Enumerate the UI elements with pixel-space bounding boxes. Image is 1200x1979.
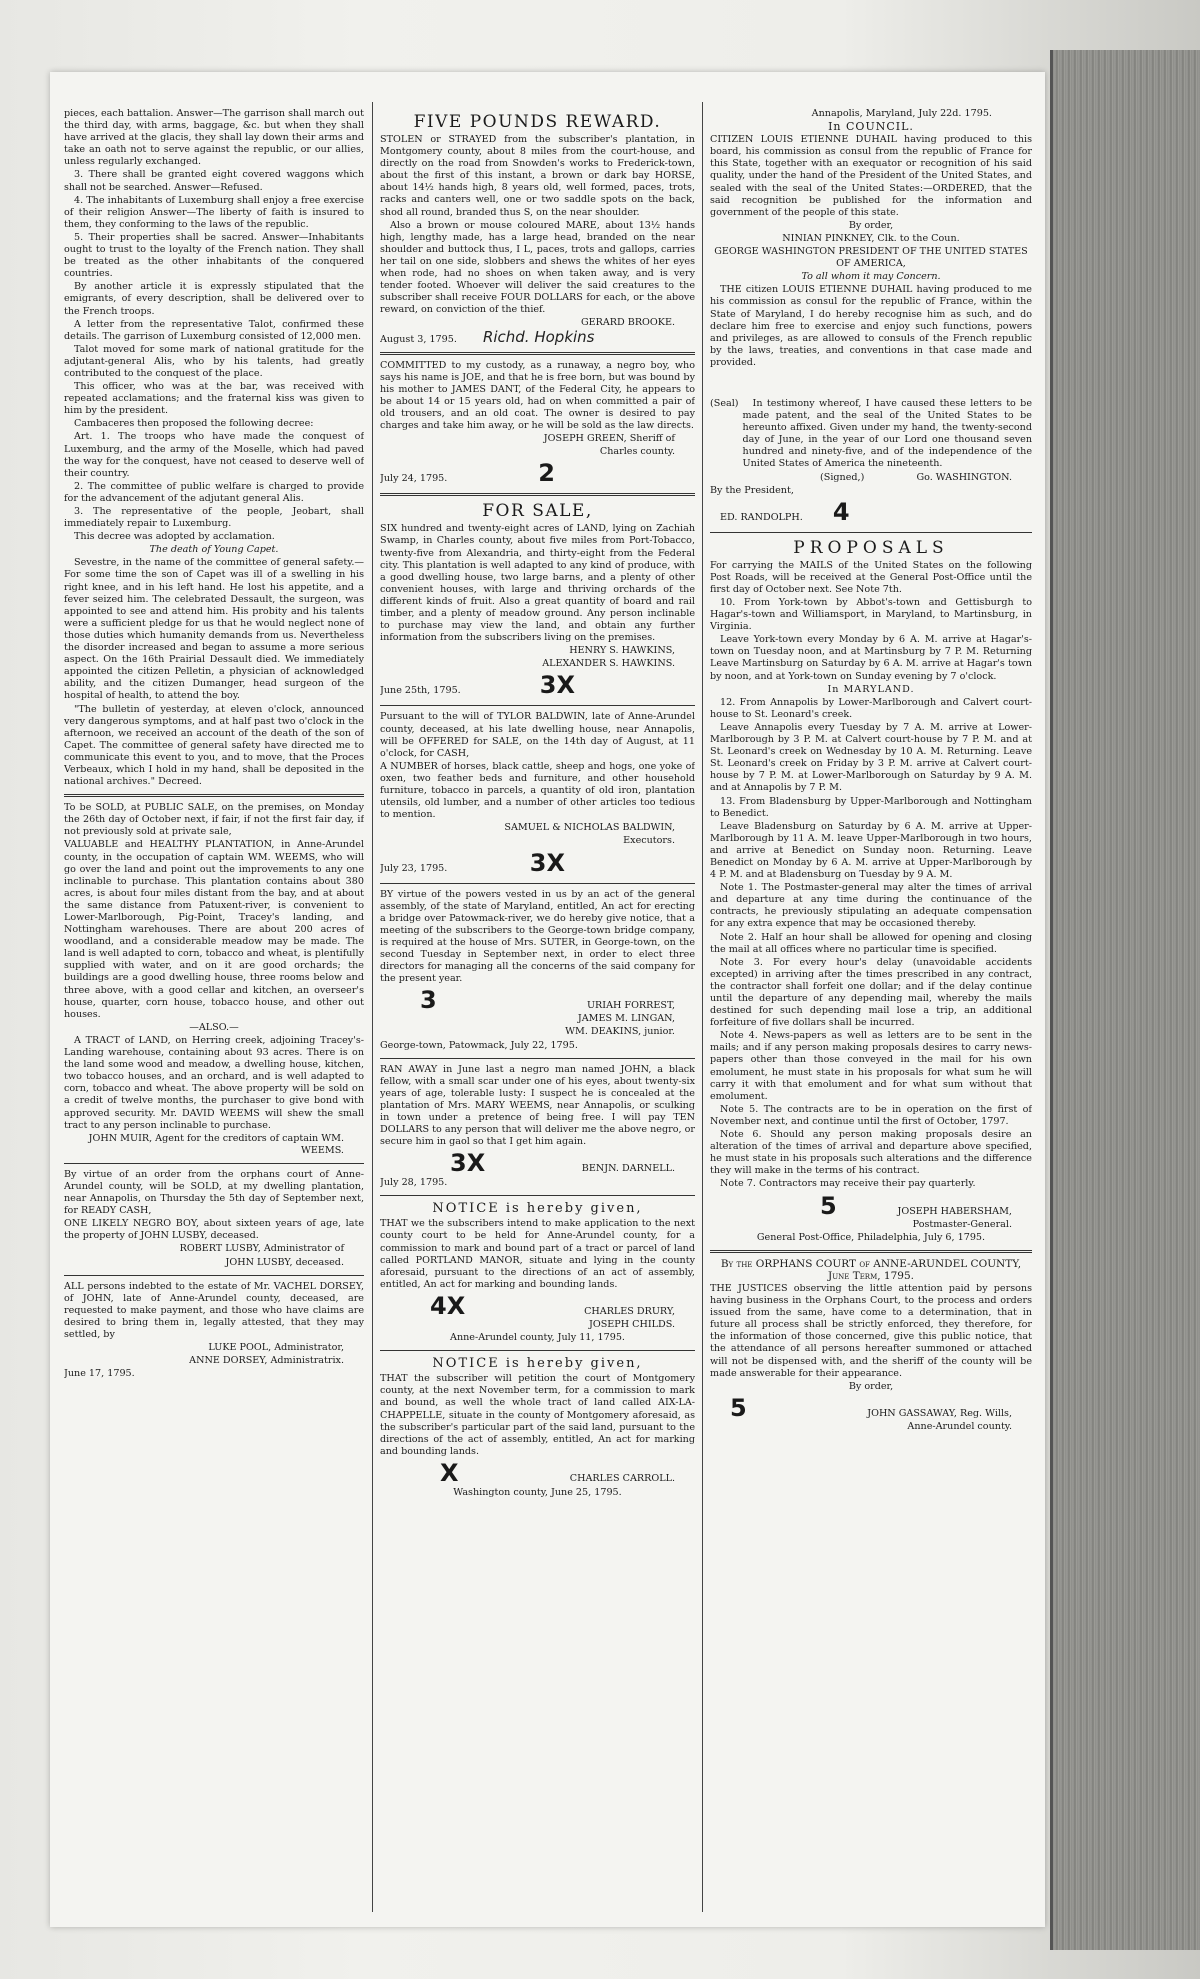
ad-intro: Pursuant to the will of TYLOR BALDWIN, late of Anne-Arundel county, deceased, at his late dwelling house, near Annapolis, will be OFFERED for SALE, on the 14th day of August, at 11 o'clock, for CASH, bbox=[380, 711, 695, 759]
note-item: Note 5. The contracts are to be in operation on the first of November next, and continue until the first of October, 1797. bbox=[710, 1103, 1032, 1127]
note-item: Note 1. The Postmaster-general may alter the times of arrival and departure at any time during the continuance of the contracts, he previously stipulating an adequate compensation for any extra expence that may be occasioned thereby. bbox=[710, 882, 1032, 930]
ad-body: RAN AWAY in June last a negro man named JOHN, a black fellow, with a small scar under one of his eyes, about twenty-six years of age, tolerable lusty: I suspect he is concealed at the plantation of Mrs. MARY WEEMS, near Annapolis, or sculking in town under a pretence of being free. I will pay TEN DOLLARS to any person that will deliver me the above negro, or secure him in gaol so that I get him again. bbox=[380, 1063, 695, 1148]
signature-row bbox=[710, 1192, 1032, 1232]
notice-body: In testimony whereof, I have caused these letters to be made patent, and the seal of the United States to be hereunto affixed. Given under my hand, the twenty-second day of June, in the year of our Lord one thousand seven hundred and ninety-five, and of the independence of the United States of America the nineteenth. bbox=[742, 397, 1032, 470]
handwritten-mark: 3 bbox=[420, 986, 437, 1015]
signature-block bbox=[565, 1000, 695, 1039]
note-item: Note 2. Half an hour shall be allowed for opening and closing the mail at all offices where no particular time is specified. bbox=[710, 931, 1032, 955]
handwritten-mark: 2 bbox=[538, 459, 555, 488]
signature: JOHN GASSAWAY, Reg. Wills, bbox=[867, 1407, 1012, 1419]
article-paragraph: 5. Their properties shall be sacred. Answer—Inhabitants ought to trust to the loyalty of the French nation. They shall be treated as the other inhabitants of the conquered countries. bbox=[64, 231, 364, 280]
handwritten-mark: 4 bbox=[832, 497, 850, 526]
ad-body: Also a brown or mouse coloured MARE, about 13½ hands high, lengthy made, has a large head, branded on the near shoulder and buttock thus, I L, paces, trots and gallops, carries her tail on one side, slobbers and shews the whites of her eyes when rode, had no shoes on when taken away, and is very tender footed. Whoever will deliver the said creatures to the subscriber shall receive FOUR DOLLARS for each, or the above reward, on conviction of the thief. bbox=[380, 219, 695, 316]
signature: BENJN. DARNELL. bbox=[581, 1163, 675, 1175]
signature: NINIAN PINKNEY, Clk. to the Coun. bbox=[782, 232, 960, 244]
ad-date: July 24, 1795. bbox=[380, 473, 448, 485]
notice-body: CITIZEN LOUIS ETIENNE DUHAIL having produced to this board, his commission as consul from the republic of France for this State, together with an exequator or recognition of his said quality, under the hand of the President of the United States, and sealed with the seal of the United States:—ORDERED, that the said recognition be published for the information and government of the people of this state. bbox=[710, 134, 1032, 218]
signature: Charles county. bbox=[599, 446, 675, 458]
signed-label: (Signed,) bbox=[820, 471, 865, 483]
ad-date: July 23, 1795. bbox=[380, 862, 448, 874]
notice-body: THE citizen LOUIS ETIENNE DUHAIL having produced to me his commission as consul for the republic of France, within the State of Maryland, I do hereby recognise him as such, and do declare him free to exercise and enjoy such functions, powers and privileges, as are allowed to consuls of the French republic by the laws, treaties, and conventions in that case made and provided. bbox=[710, 284, 1032, 368]
article-paragraph: This officer, who was at the bar, was received with repeated acclamations; and the fraternal kiss was given to him by the president. bbox=[64, 381, 364, 417]
column-left bbox=[64, 108, 364, 1381]
note-item: Note 6. Should any person making proposals desire an alteration of the times of arrival and departure above specified, he must state in his proposals such alterations and the difference they will make in the terms of his contract. bbox=[710, 1129, 1032, 1177]
by-order: By order, bbox=[848, 1380, 894, 1392]
ad-body: ONE LIKELY NEGRO BOY, about sixteen years of age, late the property of JOHN LUSBY, deceased. bbox=[64, 1218, 364, 1242]
section-heading: GEORGE WASHINGTON PRESIDENT OF THE UNITED STATES OF AMERICA, bbox=[714, 246, 1028, 270]
column-rule bbox=[372, 102, 373, 1912]
route-item: Leave York-town every Monday by 6 A. M. arrive at Hagar's-town on Tuesday noon, and at Martinsburg by 7 P. M. Returning Leave Martinsburg on Saturday by 6 A. M. arrive at Hagar's town by noon, and at York-town on Sunday evening by 7 o'clock. bbox=[710, 634, 1032, 682]
ad-heading: FOR SALE, bbox=[482, 501, 593, 522]
signature: CHARLES CARROLL. bbox=[569, 1472, 675, 1484]
ad-body: STOLEN or STRAYED from the subscriber's plantation, in Montgomery county, about 8 miles from the court-house, and directly on the road from Snowden's works to Frederick-town, about the first of this instant, a brown or dark bay HORSE, about 14½ hands high, 8 years old, well formed, paces, trots, racks and canters well, one or two saddle spots on the back, shod all round, branded thus S, on the near shoulder. bbox=[380, 134, 695, 218]
section-heading: —ALSO.— bbox=[189, 1021, 239, 1033]
signature-row bbox=[710, 472, 1032, 485]
date-row bbox=[380, 671, 695, 699]
ad-intro: By virtue of an order from the orphans court of Anne-Arundel county, will be SOLD, at my dwelling plantation, near Annapolis, on Thursday the 5th day of September next, for READY CASH, bbox=[64, 1168, 364, 1217]
signature: Go. WASHINGTON. bbox=[916, 471, 1012, 483]
article-paragraph: By another article it is expressly stipulated that the emigrants, of every description, shall be delivered over to the French troops. bbox=[64, 281, 364, 317]
signature: GERARD BROOKE. bbox=[580, 317, 675, 329]
route-item: Leave Bladensburg on Saturday by 6 A. M. arrive at Upper-Marlborough by 11 A. M. leave Upper-Marlborough in two hours, and arrive at Benedict on Sunday noon. Returning. Leave Benedict on Monday by 6 A. M. arrive at Upper-Marlborough by 4 P. M. and at Bladensburg on Tuesday by 9 A. M. bbox=[710, 820, 1032, 881]
signature: URIAH FORREST, bbox=[586, 1000, 675, 1012]
ad-body: A TRACT of LAND, on Herring creek, adjoining Tracey's-Landing warehouse, containing about 93 acres. There is on the land some wood and meadow, a dwelling house, kitchen, two tobacco houses, and an orchard, and is well adapted to corn, tobacco and wheat. The above property will be sold on a credit of twelve months, the purchaser to give bond with approved security. Mr. DAVID WEEMS will shew the small tract to any person inclinable to purchase. bbox=[64, 1034, 364, 1131]
notice-body: THE JUSTICES observing the little attention paid by persons having business in the Orphans Court, to the process and orders issued from the same, have come to a determination, that in future all process shall be strictly enforced, they therefore, for the information of those concerned, give this public notice, that the attendance of all persons hereafter summoned or attached will not be dispensed with, and the sheriff of the county will be made answerable for their appearance. bbox=[710, 1282, 1032, 1379]
signature: SAMUEL & NICHOLAS BALDWIN, bbox=[504, 822, 675, 834]
ad-body: VALUABLE and HEALTHY PLANTATION, in Anne-Arundel county, in the occupation of captain WM. WEEMS, who will go over the land and point out the improvements to any one inclinable to purchase. This plantation contains about 380 acres, is about four miles distant from the bay, and at about the same distance from Patuxent-river, is convenient to Lower-Marlborough, Pig-Point, Tracey's landing, and Nottingham warehouses. There are about 200 acres of woodland, and a considerable meadow may be made. The land is well adapted to corn, tobacco and wheat, is plentifully supplied with water, and on it are good orchards; the buildings are a good dwelling house, three rooms below and three above, with a good cellar and kitchen, an overseer's house, quarter, corn house, tobacco house, and other out houses. bbox=[64, 839, 364, 1020]
section-heading: In COUNCIL. bbox=[828, 120, 914, 134]
date-row bbox=[380, 849, 695, 877]
signature-row bbox=[380, 1292, 695, 1332]
notice-body: For carrying the MAILS of the United States on the following Post Roads, will be received at the General Post-Office until the first day of October next. See Note 7th. bbox=[710, 559, 1032, 595]
signature: Postmaster-General. bbox=[912, 1218, 1012, 1230]
divider bbox=[64, 794, 364, 797]
column-middle bbox=[380, 108, 695, 1500]
note-item: Note 7. Contractors may receive their pay quarterly. bbox=[720, 1178, 976, 1190]
divider bbox=[710, 532, 1032, 533]
ad-date: General Post-Office, Philadelphia, July 6, 1795. bbox=[756, 1231, 986, 1243]
handwritten-annotation: Richd. Hopkins bbox=[482, 327, 595, 346]
article-paragraph: Sevestre, in the name of the committee of general safety.—For some time the son of Capet was ill of a swelling in his right knee, and in his left hand. He lost his appetite, and a fever seized him. The celebrated Dessault, the surgeon, was appointed to see and attend him. His probity and his talents were a sufficient pledge for us that he would neglect none of those duties which humanity demands from us. Nevertheless the disorder increased and began to assume a more serious aspect. On the 16th Prairial Dessault died. We immediately appointed the citizen Pelletin, a physician of acknowledged ability, and the citizen Dumanger, head surgeon of the hospital of health, to attend the boy. bbox=[64, 557, 364, 702]
signature: JOHN MUIR, Agent for the creditors of captain WM. WEEMS. bbox=[88, 1132, 344, 1156]
ad-body: SIX hundred and twenty-eight acres of LAND, lying on Zachiah Swamp, in Charles county, about five miles from Port-Tobacco, twenty-five from Alexandria, and thirty-eight from the Federal city. This plantation is well adapted to any kind of produce, with a good dwelling house, two large barns, and a plenty of other convenient houses, with large and thriving orchards of the different kinds of fruit. Also a great quantity of board and rail timber, and a plenty of meadow ground. Any person inclinable to purchase may view the land, and obtain any further information from the subscribers living on the premises. bbox=[380, 523, 695, 644]
article-paragraph: 4. The inhabitants of Luxemburg shall enjoy a free exercise of their religion Answer—The liberty of faith is insured to them, they conforming to the laws of the republic. bbox=[64, 194, 364, 230]
article-paragraph: This decree was adopted by acclamation. bbox=[74, 531, 275, 543]
handwritten-mark: 3X bbox=[450, 1149, 486, 1178]
ad-body: THAT we the subscribers intend to make application to the next county court to be held for Anne-Arundel county, for a commission to mark and bound part of a tract or parcel of land called PORTLAND MANOR, situate and lying in the county aforesaid, pursuant to the directions of an act of assembly, entitled, An act for marking and bounding lands. bbox=[380, 1218, 695, 1290]
column-right bbox=[710, 108, 1032, 1434]
article-paragraph: A letter from the representative Talot, confirmed these details. The garrison of Luxemburg consisted of 12,000 men. bbox=[64, 318, 364, 342]
divider bbox=[380, 883, 695, 884]
signature-block bbox=[867, 1408, 1032, 1434]
signature-row bbox=[710, 1394, 1032, 1434]
ad-body: COMMITTED to my custody, as a runaway, a negro boy, who says his name is JOE, and that he is free born, but was bound by his mother to JAMES DANT, of the Federal City, he appears to be about 14 or 15 years old, had on when committed a pair of old trousers, and an old coat. The owner is desired to pay charges and take him away, or he will be sold as the law directs. bbox=[380, 359, 695, 432]
article-paragraph: 3. The representative of the people, Jeobart, shall immediately repair to Luxemburg. bbox=[64, 506, 364, 530]
signature-row bbox=[380, 986, 695, 1039]
article-paragraph: 2. The committee of public welfare is charged to provide for the advancement of the adjutant general Alis. bbox=[64, 480, 364, 504]
signature-row bbox=[380, 1459, 695, 1487]
salutation: To all whom it may Concern. bbox=[801, 271, 941, 283]
route-item: Leave Annapolis every Tuesday by 7 A. M. arrive at Lower-Marlborough by 3 P. M. at Calvert court-house by 7 P. M. and at St. Leonard's creek on Wednesday by 10 A. M. Returning. Leave St. Leonard's creek on Friday by 3 P. M. arrive at Calvert court-house by 7 P. M. at Lower-Marlborough on Saturday by 9 A. M. and at Annapolis by 7 P. M. bbox=[710, 721, 1032, 794]
signature: ED. RANDOLPH. bbox=[720, 511, 803, 523]
signature: JAMES M. LINGAN, bbox=[577, 1013, 675, 1025]
dateline: Annapolis, Maryland, July 22d. 1795. bbox=[811, 108, 992, 119]
signature: CHARLES DRURY, bbox=[584, 1305, 675, 1317]
signature: ROBERT LUSBY, Administrator of bbox=[179, 1243, 344, 1255]
ad-heading: FIVE POUNDS REWARD. bbox=[413, 112, 662, 132]
signature: HENRY S. HAWKINS, bbox=[569, 645, 675, 657]
date-row bbox=[380, 459, 695, 487]
testimony-row bbox=[710, 370, 1032, 472]
article-paragraph: 3. There shall be granted eight covered waggons which shall not be searched. Answer—Refused. bbox=[64, 169, 364, 193]
note-item: Note 3. For every hour's delay (unavoidable accidents excepted) in arriving after the times prescribed in any contract, the contractor shall forfeit one dollar; and if the delay continue until the departure of any depending mail, whereby the mails destined for such depending mail lose a trip, an additional forfeiture of five dollars shall be incurred. bbox=[710, 956, 1032, 1029]
article-paragraph: Art. 1. The troops who have made the conquest of Luxemburg, and the army of the Moselle, which had paved the way for the conquest, have not ceased to deserve well of their country. bbox=[64, 431, 364, 479]
handwritten-mark: 3X bbox=[539, 671, 575, 700]
section-heading: The death of Young Capet. bbox=[149, 544, 279, 556]
article-paragraph: pieces, each battalion. Answer—The garrison shall march out the third day, with arms, baggage, &c. but when they shall have arrived at the glacis, they shall lay down their arms and take an oath not to serve against the republic, or our allies, unless regularly exchanged. bbox=[64, 108, 364, 168]
signature: JOSEPH GREEN, Sheriff of bbox=[543, 433, 675, 445]
section-heading: In MARYLAND. bbox=[827, 683, 915, 695]
ad-body: A NUMBER of horses, black cattle, sheep and hogs, one yoke of oxen, two feather beds and furniture, and other household furniture, tobacco in parcels, a quantity of old iron, plantation utensils, old lumber, and a number of other articles too tedious to mention. bbox=[380, 760, 695, 821]
signature: Anne-Arundel county. bbox=[907, 1420, 1012, 1432]
route-item: 13. From Bladensburg by Upper-Marlborough and Nottingham to Benedict. bbox=[710, 795, 1032, 819]
ad-date: George-town, Patowmack, July 22, 1795. bbox=[380, 1039, 578, 1051]
signature: WM. DEAKINS, junior. bbox=[565, 1026, 675, 1038]
route-item: 10. From York-town by Abbot's-town and Gettisburgh to Hagar's-town and Williamsport, in Maryland, to Martinsburg, in Virginia. bbox=[710, 597, 1032, 633]
signature-block bbox=[898, 1206, 1032, 1232]
ad-body: ALL persons indebted to the estate of Mr. VACHEL DORSEY, of JOHN, late of Anne-Arundel county, deceased, are requested to make payment, and those who have claims are desired to bring them in, legally attested, that they may settled, by bbox=[64, 1280, 364, 1340]
divider bbox=[64, 1163, 364, 1164]
ad-date: Washington county, June 25, 1795. bbox=[453, 1486, 622, 1498]
divider bbox=[380, 493, 695, 496]
handwritten-mark: 3X bbox=[529, 848, 565, 877]
signature-row bbox=[710, 498, 1032, 526]
ad-date: June 17, 1795. bbox=[64, 1368, 135, 1380]
by-president: By the President, bbox=[710, 484, 794, 496]
ad-date-text: August 3, 1795. bbox=[380, 333, 457, 345]
section-heading: By the ORPHANS COURT of ANNE-ARUNDEL COUNTY, June Term, 1795. bbox=[720, 1257, 1022, 1282]
divider bbox=[380, 1350, 695, 1351]
signature: ANNE DORSEY, Administratrix. bbox=[189, 1355, 344, 1367]
divider bbox=[380, 705, 695, 706]
book-page-edges bbox=[1050, 50, 1200, 1950]
handwritten-mark: 4X bbox=[430, 1291, 466, 1320]
seal-label: (Seal) bbox=[710, 397, 739, 409]
ad-date bbox=[380, 327, 695, 346]
ad-intro: To be SOLD, at PUBLIC SALE, on the premises, on Monday the 26th day of October next, if fair, if not the first fair day, if not previously sold at private sale, bbox=[64, 802, 364, 838]
signature: LUKE POOL, Administrator, bbox=[208, 1342, 344, 1354]
signature-row bbox=[380, 1149, 695, 1177]
ad-heading: NOTICE is hereby given, bbox=[432, 1356, 643, 1372]
ad-body: THAT the subscriber will petition the court of Montgomery county, at the next November term, for a commission to mark and bound, as well the whole tract of land called AIX-LA-CHAPPELLE, situate in the county of Montgomery aforesaid, as the subscriber's particular part of the said land, pursuant to the directions of the act of assembly, entitled, An act for marking and bounding lands. bbox=[380, 1373, 695, 1457]
divider bbox=[64, 1275, 364, 1276]
divider bbox=[380, 1195, 695, 1196]
signature: Executors. bbox=[623, 835, 675, 847]
note-item: Note 4. News-papers as well as letters are to be sent in the mails; and if any person making proposals desires to carry news-papers other than those conveyed in the mail for his own emolument, he must state in his proposals for what sum he will carry it with that emolument and for what sum without that emolument. bbox=[710, 1030, 1032, 1102]
route-item: 12. From Annapolis by Lower-Marlborough and Calvert court-house to St. Leonard's creek. bbox=[710, 696, 1032, 720]
handwritten-mark: X bbox=[440, 1458, 459, 1487]
divider bbox=[710, 1250, 1032, 1253]
signature: JOHN LUSBY, deceased. bbox=[225, 1256, 344, 1268]
article-paragraph: Cambaceres then proposed the following decree: bbox=[74, 418, 314, 430]
column-rule bbox=[702, 102, 703, 1912]
article-paragraph: "The bulletin of yesterday, at eleven o'clock, announced very dangerous symptoms, and at half past two o'clock in the afternoon, we received an account of the death of the son of Capet. The committee of general safety have directed me to communicate this event to you, and to move, that the Proces Verbeaux, which I hold in my hand, shall be deposited in the national archives." Decreed. bbox=[64, 703, 364, 788]
ad-date: Anne-Arundel county, July 11, 1795. bbox=[450, 1332, 625, 1344]
signature-block bbox=[584, 1306, 695, 1332]
article-paragraph: Talot moved for some mark of national gratitude for the adjutant-general Alis, who by his talents, had greatly contributed to the conquest of the place. bbox=[64, 343, 364, 379]
newspaper-page bbox=[50, 72, 1045, 1927]
handwritten-mark: 5 bbox=[820, 1191, 837, 1220]
ad-heading: NOTICE is hereby given, bbox=[432, 1201, 643, 1217]
ad-date: July 28, 1795. bbox=[380, 1177, 448, 1189]
ad-date: June 25th, 1795. bbox=[380, 685, 461, 697]
divider bbox=[380, 352, 695, 355]
handwritten-mark: 5 bbox=[730, 1393, 747, 1422]
divider bbox=[380, 1058, 695, 1059]
signature: JOSEPH HABERSHAM, bbox=[897, 1205, 1012, 1217]
signature: JOSEPH CHILDS. bbox=[589, 1319, 675, 1331]
by-order: By order, bbox=[848, 219, 894, 231]
ad-heading: PROPOSALS bbox=[793, 537, 949, 558]
ad-body: BY virtue of the powers vested in us by an act of the general assembly, of the state of Maryland, entitled, An act for erecting a bridge over Patowmack-river, we do hereby give notice, that a meeting of the subscribers to the George-town bridge company, is required at the house of Mrs. SUTER, in George-town, on the second Tuesday in September next, in order to elect three directors for managing all the concerns of the said company for the present year. bbox=[380, 888, 695, 985]
signature: ALEXANDER S. HAWKINS. bbox=[542, 658, 675, 670]
